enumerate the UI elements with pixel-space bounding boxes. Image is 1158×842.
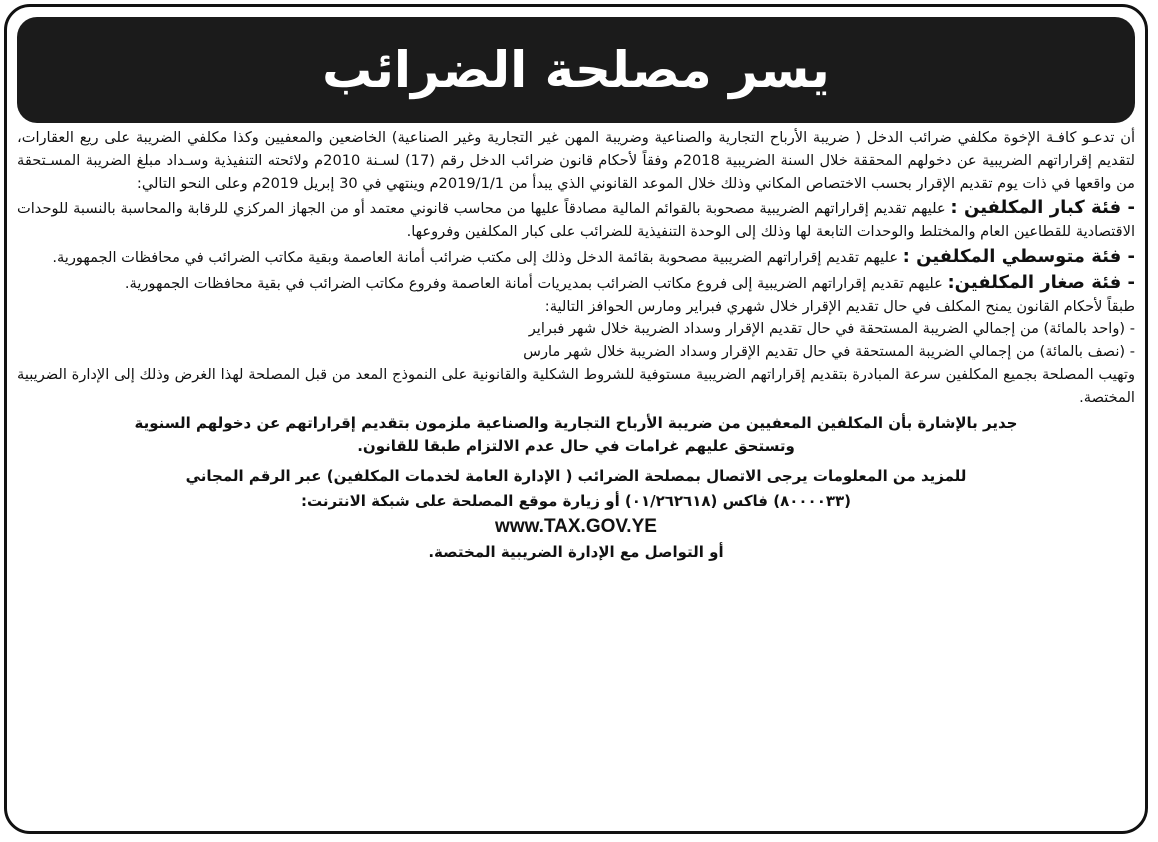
category-description: عليهم تقديم إقراراتهم الضريبية مصحوبة بقائمة الدخل وذلك إلى مكتب ضرائب أمانة العاصمة وبقية مكاتب الضرائب في محافظات الجمهورية. xyxy=(52,248,903,266)
exempt-note-line: وتستحق عليهم غرامات في حال عدم الالتزام طبقا للقانون. xyxy=(357,436,795,455)
title-banner xyxy=(17,17,1135,123)
exempt-note-line: جدير بالإشارة بأن المكلفين المعفيين من ضريبة الأرباح التجارية والصناعية ملزمون بتقديم إقراراتهم عن دخولهم السنوية xyxy=(134,413,1018,432)
advertisement-frame xyxy=(4,4,1148,834)
category-medium-taxpayers xyxy=(17,246,1135,270)
website-link[interactable]: www.TAX.GOV.YE xyxy=(495,515,657,537)
incentives-intro: طبقاً لأحكام القانون يمنح المكلف في حال تقديم الإقرار خلال شهري فبراير ومارس الحوافز التالية: xyxy=(544,297,1135,315)
category-description: عليهم تقديم إقراراتهم الضريبية مصحوبة بالقوائم المالية مصادقاً عليها من محاسب قانوني معتمد أو من الجهاز المركزي للرقابة والمحاسبة بالنسبة للوحدات الاقتصادية للقطاعين العام والمختلط والوحدات التابعة لها وذلك إلى الوحدة التنفيذية للضرائب على كبار المكلفين وفروعها. xyxy=(17,200,1135,241)
intro-paragraph: أن تدعـو كافـة الإخوة مكلفي ضرائب الدخل ( ضريبة الأرباح التجارية والصناعية وضريبة المهن غير التجارية وغير الصناعية) الخاضعين والمعفيين وكذا مكلفي الضريبة على ريع العقارات، لتقديم إقراراتهم الضريبية عن دخولهم المحققة خلال السنة الضريبية 2018م وفقاً لأحكام قانون ضرائب الدخل رقم (17) لسـنة 2010م ولائحته التنفيذية وسـداد مبلغ الضريبة المسـتحقة من واقعها في ذات يوم تقديم الإقرار بحسب الاختصاص المكاني وذلك خلال الموعد القانوني الذي يبدأ من 2019/1/1م وينتهي في 30 إبريل 2019م وعلى النحو التالي: xyxy=(17,129,1135,192)
announcement-body xyxy=(17,127,1135,565)
page-title: يسر مصلحة الضرائب xyxy=(322,41,830,99)
category-description: عليهم تقديم إقراراتهم الضريبية إلى فروع مكاتب الضرائب بمديريات أمانة العاصمة وفروع مكاتب الضرائب في بقية محافظات الجمهورية. xyxy=(124,274,948,292)
appeal-paragraph: وتهيب المصلحة بجميع المكلفين سرعة المبادرة بتقديم إقراراتهم الضريبية مستوفية للشروط الشكلية والقانونية على النموذج المعد من قبل المصلحة لهذا الغرض وذلك إلى الإدارة الضريبية المختصة. xyxy=(17,365,1135,406)
contact-line: للمزيد من المعلومات يرجى الاتصال بمصلحة الضرائب ( الإدارة العامة لخدمات المكلفين) عبر الرقم المجاني xyxy=(185,466,967,485)
closing-line: أو التواصل مع الإدارة الضريبية المختصة. xyxy=(428,542,724,561)
incentive-item: - (واحد بالمائة) من إجمالي الضريبة المستحقة في حال تقديم الإقرار وسداد الضريبة خلال شهر فبراير xyxy=(528,320,1135,338)
category-title: - فئة صغار المكلفين: xyxy=(947,271,1135,293)
category-title: - فئة كبار المكلفين : xyxy=(950,197,1135,219)
category-large-taxpayers xyxy=(17,197,1135,244)
category-small-taxpayers xyxy=(17,272,1135,296)
contact-line: (٨٠٠٠٠٣٣) فاكس (٠١/٢٦٢٦١٨) أو زيارة موقع المصلحة على شبكة الانترنت: xyxy=(300,491,852,510)
category-title: - فئة متوسطي المكلفين : xyxy=(902,245,1135,267)
incentive-item: - (نصف بالمائة) من إجمالي الضريبة المستحقة في حال تقديم الإقرار وسداد الضريبة خلال شهر مارس xyxy=(523,343,1135,361)
